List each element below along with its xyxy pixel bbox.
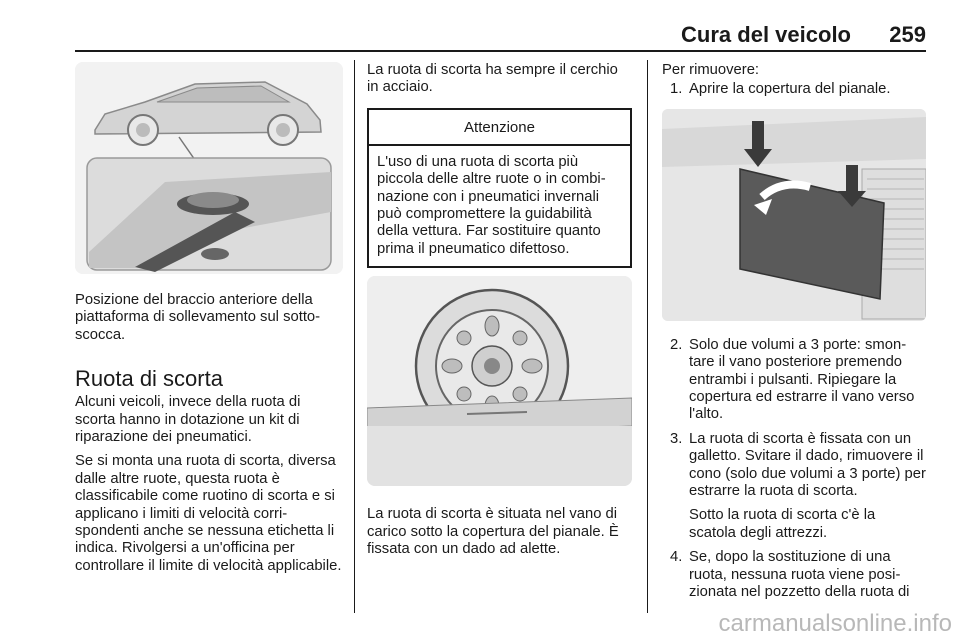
removal-steps-continued [662, 337, 926, 602]
paragraph: Se si monta una ruota di scorta, diversa dalle altre ruote, questa ruota è classificabile come ruotino di scorta e si applicano i limiti di velocità corrispondenti anche se nessuna etichetta li indica. Rivolgersi a un'officina per controllare il limite di velocità applicabile. [75, 453, 342, 574]
watermark: carmanualsonline.info [718, 610, 952, 637]
spare-wheel-illustration [367, 276, 632, 486]
step-number: 3. [670, 430, 683, 447]
removal-steps [662, 81, 926, 98]
list-item [662, 431, 926, 542]
step-text: Solo due volumi a 3 porte: smontare il vano posteriore premendo entrambi i pulsanti. Ripiegare la copertura ed estrarre il vano verso l'alto. [689, 336, 915, 423]
step-note: Sotto la ruota di scorta c'è la scatola degli attrezzi. [689, 507, 876, 541]
step-number: 4. [670, 549, 683, 566]
list-item [662, 337, 926, 424]
list-item [662, 81, 926, 98]
column-divider [354, 60, 355, 613]
floor-cover-illustration [662, 109, 926, 321]
page-header [75, 0, 926, 52]
lift-point-illustration [75, 62, 343, 274]
paragraph: Per rimuovere: [662, 62, 760, 78]
column-middle [367, 62, 632, 558]
step-text: La ruota di scorta è fissata con un galletto. Svitare il dado, rimuovere il cono (solo due volumi a 3 porte) per estrarre la ruota di scorta. [689, 430, 926, 500]
figure-caption: Posizione del braccio anteriore della piattaforma di sollevamento sul sottoscocca. [75, 292, 321, 343]
step-number: 2. [670, 336, 683, 353]
step-text: Aprire la copertura del pianale. [689, 81, 891, 98]
section-heading: Ruota di scorta [75, 366, 223, 392]
page-number: 259 [889, 22, 926, 47]
step-number: 1. [670, 81, 683, 98]
warning-box [367, 108, 632, 268]
paragraph: Alcuni veicoli, invece della ruota di scorta hanno in dotazione un kit di riparazione dei pneumatici. [75, 394, 301, 446]
warning-text: L'uso di una ruota di scorta più piccola delle altre ruote o in combinazione con i pneumatici invernali può compromettere la guidabilità della vettura. Far sostituire quanto prima il pneumatico difettoso. [377, 153, 606, 257]
column-left [75, 62, 343, 575]
list-item [662, 549, 926, 601]
column-right [662, 62, 926, 602]
figure-caption: La ruota di scorta è situata nel vano di carico sotto la copertura del pianale. È fissata con un dado ad alette. [367, 506, 619, 558]
section-title: Cura del veicolo [681, 22, 851, 47]
warning-title: Attenzione [369, 110, 630, 146]
step-text: Se, dopo la sostituzione di una ruota, nessuna ruota viene posizionata nel pozzetto della ruota di [689, 549, 910, 601]
paragraph: La ruota di scorta ha sempre il cerchio in acciaio. [367, 62, 618, 96]
column-divider [647, 60, 648, 613]
